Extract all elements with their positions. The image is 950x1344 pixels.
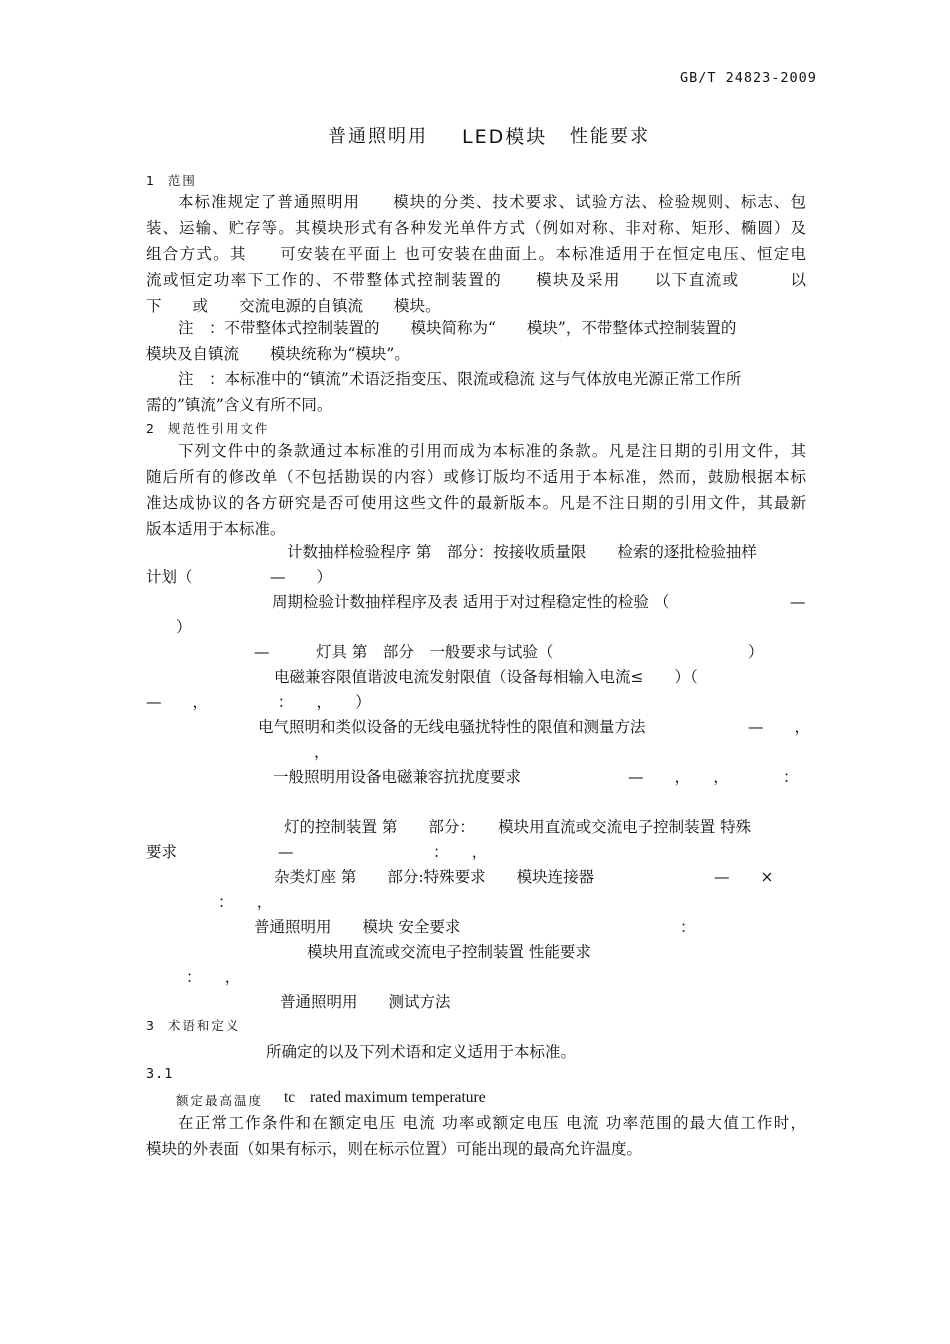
- term-symbol: tc: [284, 1089, 296, 1106]
- term-english: rated maximum temperature: [310, 1089, 486, 1106]
- reference-item: 模块用直流或交流电子控制装置 性能要求: [307, 943, 591, 961]
- scope-line: 装、运输、贮存等。其模块形式有各种发光单件方式（例如对称、非对称、矩形、椭圆）及: [146, 219, 806, 237]
- note-line: 需的”镇流”含义有所不同。: [146, 396, 333, 414]
- page-title-part-2: LED模块: [462, 126, 548, 148]
- reference-item-end: — ， ， ：: [628, 768, 799, 786]
- references-intro-line: 版本适用于本标准。: [146, 520, 286, 538]
- terms-intro: 所确定的以及下列术语和定义适用于本标准。: [266, 1043, 577, 1061]
- scope-note-2: [146, 366, 806, 418]
- section-3-heading: 3 术语和定义: [146, 1018, 241, 1033]
- reference-item-end: ）: [748, 643, 764, 661]
- reference-item-end: ：: [680, 918, 696, 936]
- reference-item: 电磁兼容限值谐波电流发射限值（设备每相输入电流≤ ）（: [274, 668, 698, 686]
- reference-item: 计数抽样检验程序 第 部分：按接收质量限 检索的逐批检验抽样: [287, 543, 757, 561]
- reference-item-cont: ）: [176, 618, 192, 636]
- references-intro-line: 准达成协议的各方研究是否可使用这些文件的最新版本。凡是不注日期的引用文件，其最新: [146, 494, 806, 512]
- reference-item-cont: 要求: [146, 843, 178, 861]
- definition-line: 模块的外表面（如果有标示，则在标示位置）可能出现的最高允许温度。: [146, 1140, 643, 1158]
- term-definition: [146, 1110, 806, 1162]
- reference-item-dash: —: [790, 593, 806, 611]
- note-line: 注 ：本标准中的“镇流”术语泛指变压、限流或稳流 这与气体放电光源正常工作所: [178, 370, 742, 388]
- reference-item-cont: — ， ： ， ）: [146, 693, 371, 711]
- note-line: 注 ：不带整体式控制装置的 模块简称为“ 模块”，不带整体式控制装置的: [178, 319, 737, 337]
- reference-item-cont: ： ，: [186, 968, 241, 986]
- scope-line: 下 或 交流电源的自镇流 模块。: [146, 297, 441, 315]
- page-title-part-1: 普通照明用: [328, 126, 428, 147]
- reference-item: 普通照明用 测试方法: [280, 993, 451, 1011]
- reference-item-cont: 计划（ — ）: [146, 568, 333, 586]
- reference-item-end: — ×: [714, 868, 774, 886]
- scope-line: 流或恒定功率下工作的、不带整体式控制装置的 模块及采用 以下直流或 以: [146, 271, 806, 289]
- reference-item: 电气照明和类似设备的无线电骚扰特性的限值和测量方法: [258, 718, 646, 736]
- reference-item: 一般照明用设备电磁兼容抗扰度要求: [273, 768, 522, 786]
- section-1-heading: 1 范围: [146, 173, 197, 188]
- reference-item-cont: ，: [314, 743, 330, 761]
- reference-item: 灯的控制装置 第 部分： 模块用直流或交流电子控制装置 特殊: [284, 818, 752, 836]
- reference-item: — 灯具 第 部分 一般要求与试验（: [254, 643, 554, 661]
- clause-number: 3.1: [146, 1066, 174, 1082]
- section-1-paragraph: [146, 189, 806, 319]
- definition-line: 在正常工作条件和在额定电压 电流 功率或额定电压 电流 功率范围的最大值工作时，: [178, 1114, 806, 1132]
- standard-number: GB/T 24823-2009: [680, 70, 817, 86]
- reference-item: 普通照明用 模块 安全要求: [254, 918, 461, 936]
- page-title-part-3: 性能要求: [570, 126, 650, 147]
- reference-item-cont: — ： ，: [278, 843, 488, 861]
- references-intro-line: 随后所有的修改单（不包括勘误的内容）或修订版均不适用于本标准，然而，鼓励根据本标: [146, 468, 806, 486]
- section-2-paragraph: [146, 438, 806, 542]
- reference-item: 周期检验计数抽样程序及表 适用于对过程稳定性的检验 （: [272, 593, 670, 611]
- reference-item-cont: ： ，: [218, 893, 273, 911]
- section-2-heading: 2 规范性引用文件: [146, 421, 270, 436]
- scope-line: 本标准规定了普通照明用 模块的分类、技术要求、试验方法、检验规则、标志、包: [178, 193, 806, 211]
- reference-item-end: — ，: [748, 718, 811, 736]
- references-intro-line: 下列文件中的条款通过本标准的引用而成为本标准的条款。凡是注日期的引用文件，其: [178, 442, 806, 460]
- scope-note-1: [146, 315, 806, 367]
- reference-item: 杂类灯座 第 部分:特殊要求 模块连接器: [274, 868, 595, 886]
- term-chinese: 额定最高温度: [176, 1093, 264, 1108]
- scope-line: 组合方式。其 可安装在平面上 也可安装在曲面上。本标准适用于在恒定电压、恒定电: [146, 245, 806, 263]
- note-line: 模块及自镇流 模块统称为“模块”。: [146, 345, 410, 363]
